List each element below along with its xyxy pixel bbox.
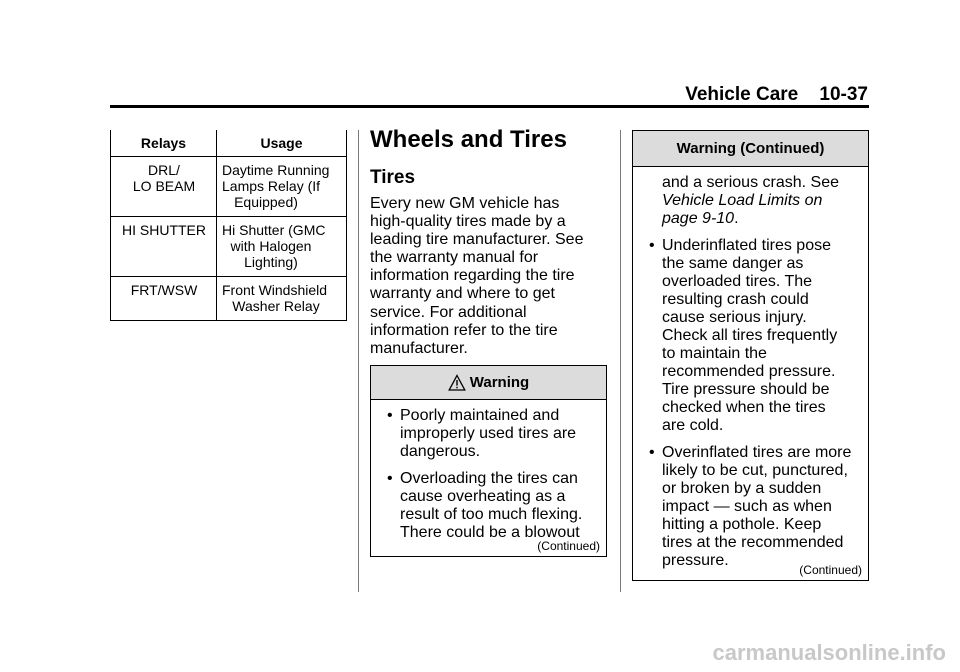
relays-table (110, 130, 347, 321)
load-limits-link[interactable]: Vehicle Load Limits on (662, 192, 823, 209)
subsection-heading: Tires (370, 167, 416, 188)
paragraph-line: information refer to the tire (370, 321, 558, 339)
bullet-line: Overinflated tires are more (662, 444, 852, 461)
bullet-line: Tire pressure should be (662, 381, 830, 398)
paragraph-line: high-quality tires made by a (370, 213, 566, 231)
bullet-line: cause overheating as a (400, 488, 566, 505)
paragraph-line: leading tire manufacturer. See (370, 231, 584, 249)
list-item (379, 470, 598, 542)
list-item (641, 444, 860, 570)
bullet-line: overloaded tires. The (662, 273, 813, 290)
warning-header (371, 366, 606, 400)
column-header-relays: Relays (111, 130, 217, 157)
bullet-line: There could be a blowout (400, 524, 580, 541)
table-row (111, 217, 347, 277)
warning-title: Warning (469, 374, 530, 391)
paragraph-line: service. For additional (370, 303, 527, 321)
list-item (641, 237, 860, 435)
bullet-line: checked when the tires (662, 399, 826, 416)
bullet-line: resulting crash could (662, 291, 809, 308)
bullet-line: or broken by a sudden (662, 480, 822, 497)
relay-usage (217, 157, 347, 217)
paragraph-line: information regarding the tire (370, 267, 575, 285)
intro-suffix: . (734, 210, 739, 227)
table-row (111, 277, 347, 321)
bullet-line: Check all tires frequently (662, 327, 838, 344)
bullet-icon: • (387, 470, 393, 487)
bullet-line: likely to be cut, punctured, (662, 462, 848, 479)
bullet-line: Poorly maintained and (400, 407, 560, 424)
warning-icon (448, 374, 466, 392)
intro-link-line (662, 210, 860, 228)
section-heading: Wheels and Tires (370, 126, 567, 153)
usage-line: Lighting) (244, 254, 298, 270)
warning-body (371, 400, 606, 542)
usage-line: Equipped) (234, 194, 298, 210)
warning-continued-header: Warning (Continued) (633, 131, 868, 167)
bullet-icon: • (649, 237, 655, 254)
relay-name: HI SHUTTER (111, 217, 217, 277)
bullet-line: the same danger as (662, 255, 804, 272)
warning-continued-body (633, 167, 868, 570)
relay-name: DRL/ LO BEAM (111, 157, 217, 217)
watermark: carmanualsonline.info (712, 640, 946, 665)
bullet-line: tires at the recommended (662, 534, 844, 551)
page-header (685, 84, 868, 106)
paragraph-line: the warranty manual for (370, 249, 539, 267)
bullet-line: to maintain the (662, 345, 767, 362)
bullet-line: result of too much flexing. (400, 506, 583, 523)
column-divider-right (620, 130, 621, 592)
header-rule (110, 105, 869, 108)
load-limits-page-link[interactable]: page 9-10 (662, 210, 735, 227)
table-row (111, 157, 347, 217)
relay-name: FRT/WSW (111, 277, 217, 321)
relay-usage (217, 277, 347, 321)
bullet-line: hitting a pothole. Keep (662, 516, 822, 533)
usage-line: Daytime Running (222, 162, 330, 178)
usage-line: Lamps Relay (If (222, 178, 321, 194)
list-item (379, 407, 598, 461)
paragraph-line: Every new GM vehicle has (370, 195, 560, 212)
warning-continued-box (632, 130, 869, 581)
column-header-usage: Usage (217, 130, 347, 157)
bullet-line: are cold. (662, 417, 724, 434)
bullet-line: Underinflated tires pose (662, 237, 831, 254)
bullet-line: cause serious injury. (662, 309, 807, 326)
usage-line: Hi Shutter (GMC (222, 222, 326, 238)
page-number: 10-37 (819, 84, 868, 105)
table-header-row (111, 130, 347, 157)
column-divider-left (358, 130, 359, 592)
continued-label: (Continued) (537, 539, 600, 553)
continued-label: (Continued) (799, 563, 862, 577)
intro-line: and a serious crash. See (662, 174, 839, 191)
bullet-icon: • (649, 444, 655, 461)
relay-usage (217, 217, 347, 277)
usage-line: with Halogen (230, 238, 312, 254)
paragraph-line: warranty and where to get (370, 285, 555, 303)
bullet-line: improperly used tires are (400, 425, 577, 442)
section-title-header: Vehicle Care (685, 84, 799, 105)
tires-paragraph (370, 195, 608, 358)
bullet-line: impact — such as when (662, 498, 832, 515)
bullet-icon: • (387, 407, 393, 424)
bullet-line: dangerous. (400, 443, 481, 460)
bullet-line: pressure. (662, 552, 729, 569)
bullet-line: recommended pressure. (662, 363, 836, 380)
warning-box (370, 365, 607, 557)
continued-intro (641, 174, 860, 228)
paragraph-line: manufacturer. (370, 339, 468, 357)
usage-line: Washer Relay (232, 298, 320, 314)
usage-line: Front Windshield (222, 282, 328, 298)
bullet-line: Overloading the tires can (400, 470, 578, 487)
